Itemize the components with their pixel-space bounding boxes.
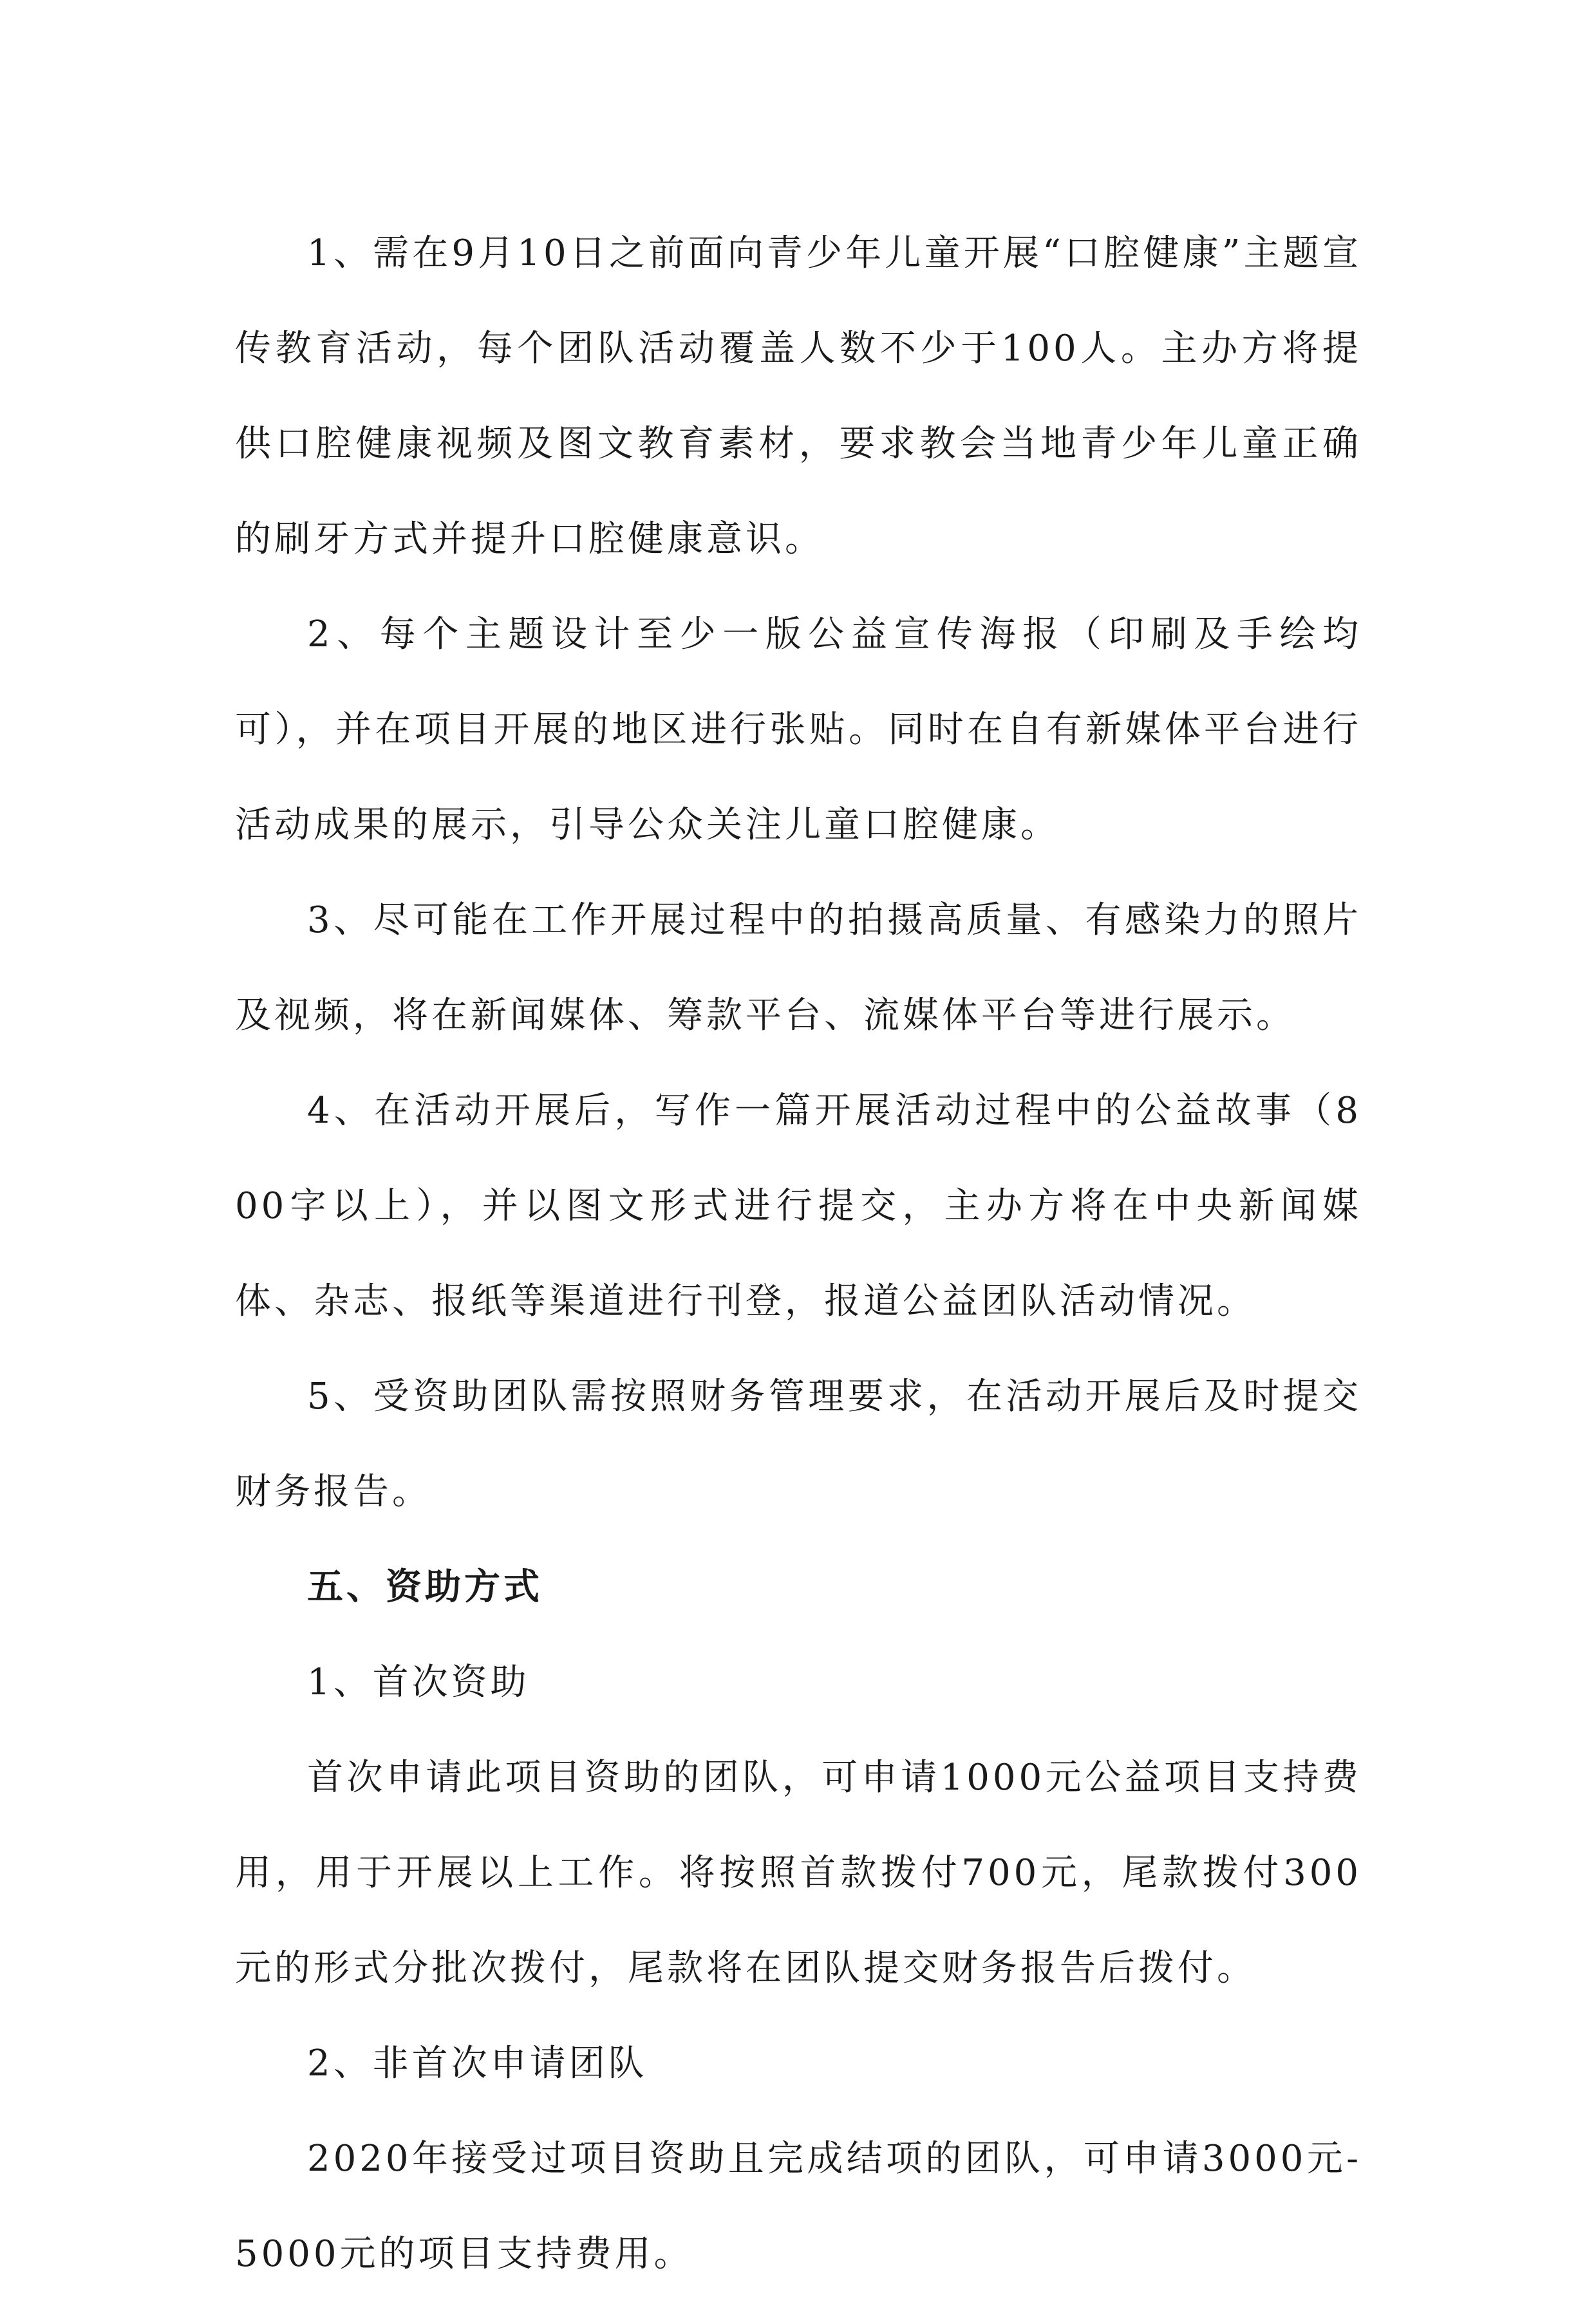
subsection-title-first-funding: 1、首次资助 bbox=[307, 1661, 530, 1703]
requirement-item-5: 5、受资助团队需按照财务管理要求，在活动开展后及时提交财务报告。 bbox=[235, 1376, 1362, 1513]
subsection-title-repeat-applicants: 2、非首次申请团队 bbox=[307, 2043, 648, 2084]
requirement-item-4: 4、在活动开展后，写作一篇开展活动过程中的公益故事（800字以上），并以图文形式进行提交，主办方将在中央新闻媒体、杂志、报纸等渠道进行刊登，报道公益团队活动情况。 bbox=[235, 1090, 1362, 1322]
requirement-item-2: 2、每个主题设计至少一版公益宣传海报（印刷及手绘均可），并在项目开展的地区进行张贴。同时在自有新媒体平台进行活动成果的展示，引导公众关注儿童口腔健康。 bbox=[235, 613, 1362, 846]
requirement-item-1: 1、需在9月10日之前面向青少年儿童开展“口腔健康”主题宣传教育活动，每个团队活动覆盖人数不少于100人。主办方将提供口腔健康视频及图文教育素材，要求教会当地青少年儿童正确的刷牙方式并提升口腔健康意识。 bbox=[235, 232, 1362, 560]
requirement-item-3: 3、尽可能在工作开展过程中的拍摄高质量、有感染力的照片及视频，将在新闻媒体、筹款平台、流媒体平台等进行展示。 bbox=[235, 899, 1362, 1036]
document-body bbox=[235, 206, 1362, 2302]
section-heading: 五、资助方式 bbox=[307, 1566, 543, 1608]
subsection-body-first-funding: 首次申请此项目资助的团队，可申请1000元公益项目支持费用，用于开展以上工作。将按照首款拨付700元，尾款拨付300元的形式分批次拨付，尾款将在团队提交财务报告后拨付。 bbox=[235, 1757, 1362, 1989]
subsection-body-repeat-applicants: 2020年接受过项目资助且完成结项的团队，可申请3000元-5000元的项目支持费用。 bbox=[235, 2138, 1362, 2275]
